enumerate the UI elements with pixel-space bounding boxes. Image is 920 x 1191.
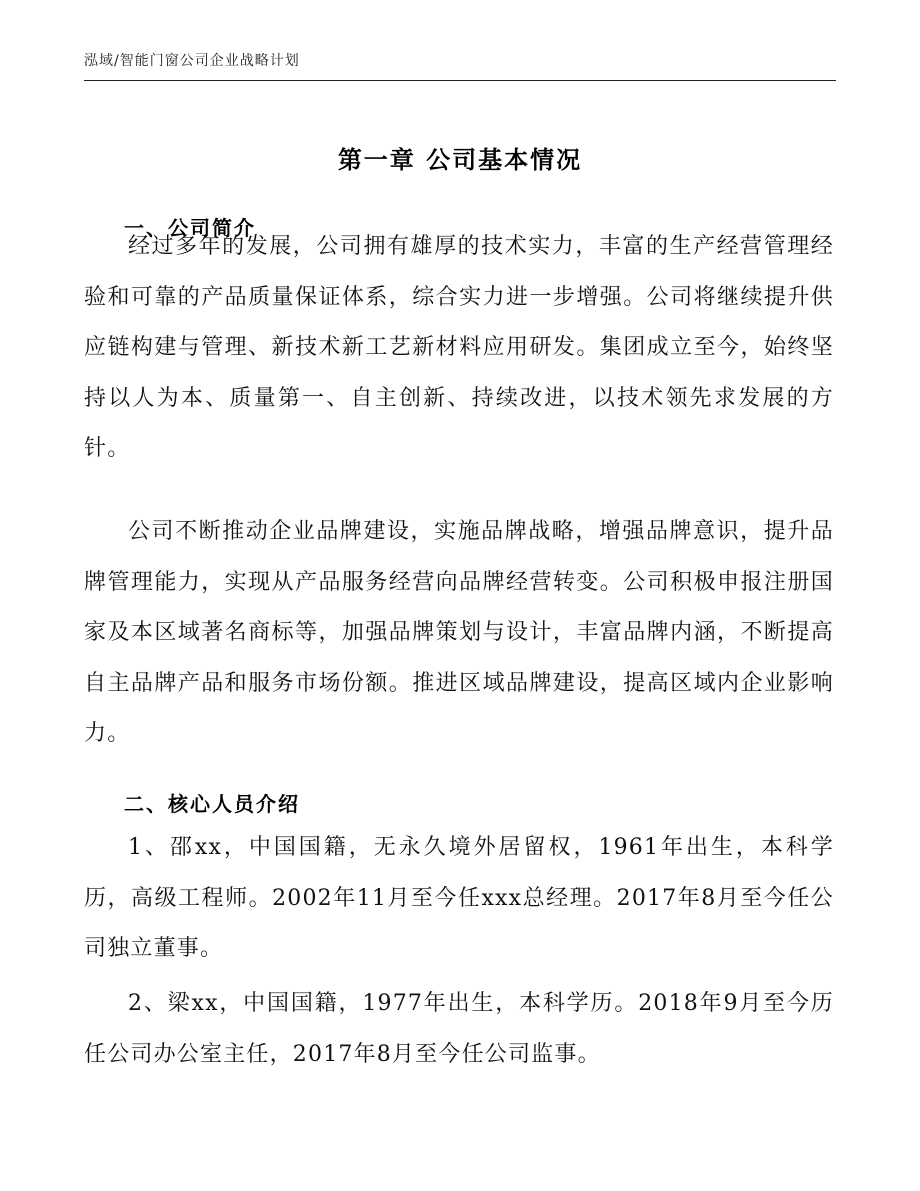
core-personnel-entry-1: 1、邵xx，中国国籍，无永久境外居留权，1961年出生，本科学历，高级工程师。2002年11月至今任xxx总经理。2017年8月至今任公司独立董事。 <box>84 835 834 961</box>
chapter-title: 第一章 公司基本情况 <box>337 146 583 174</box>
company-intro-paragraph-2: 公司不断推动企业品牌建设，实施品牌战略，增强品牌意识，提升品牌管理能力，实现从产品服务经营向品牌经营转变。公司积极申报注册国家及本区域著名商标等，加强品牌策划与设计，丰富品牌内涵，不断提高自主品牌产品和服务市场份额。推进区域品牌建设，提高区域内企业影响力。 <box>84 519 834 746</box>
company-intro-paragraph-1: 经过多年的发展，公司拥有雄厚的技术实力，丰富的生产经营管理经验和可靠的产品质量保证体系，综合实力进一步增强。公司将继续提升供应链构建与管理、新技术新工艺新材料应用研发。集团成立至今，始终坚持以人为本、质量第一、自主创新、持续改进，以技术领先求发展的方针。 <box>84 234 834 461</box>
section-heading-company-intro: 一、公司简介 <box>124 216 256 240</box>
header-rule <box>84 80 836 81</box>
running-header: 泓域/智能门窗公司企业战略计划 <box>84 53 300 69</box>
section-heading-core-personnel: 二、核心人员介绍 <box>124 792 300 816</box>
core-personnel-entry-2: 2、梁xx，中国国籍，1977年出生，本科学历。2018年9月至今历任公司办公室主任，2017年8月至今任公司监事。 <box>84 991 834 1067</box>
